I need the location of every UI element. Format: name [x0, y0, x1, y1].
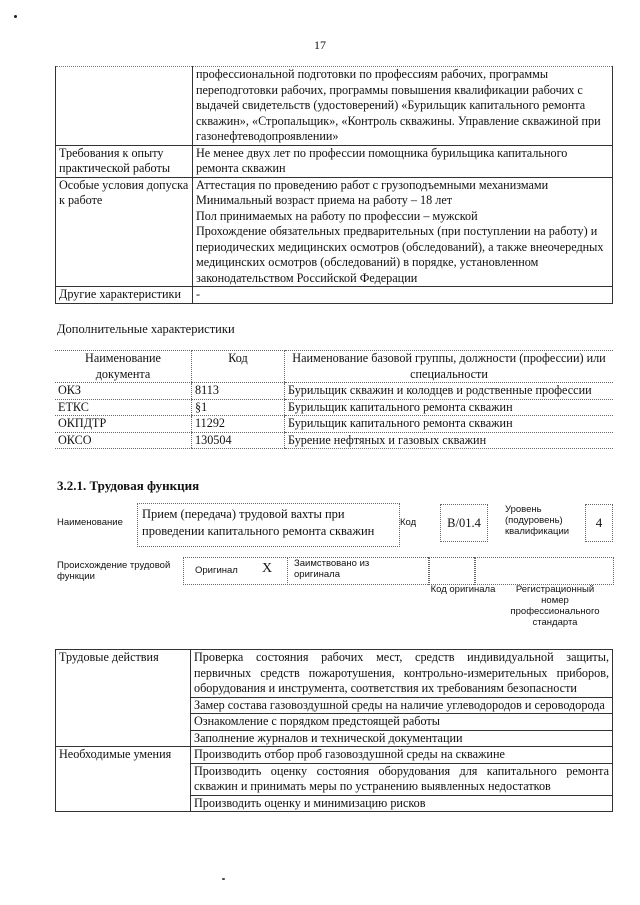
- condition-line: Прохождение обязательных предварительных (при поступлении на работу) и периодических медицинских осмотров (обследований), а также внеочередных медицинских осмотров (обследований) в порядке, установленном законодательством Российской Федерации: [196, 224, 604, 285]
- table-row: [56, 650, 613, 698]
- origin-label: Происхождение трудовой функции: [57, 560, 171, 582]
- registration-number-label: Регистрационный номер профессионального стандарта: [510, 584, 600, 628]
- action-item: Проверка состояния рабочих мест, средств индивидуальной защиты, первичных средств пожаротушения, контрольно-измерительных приборов, оборудования и инструмента, соответствия их требованиям безопасности: [191, 650, 613, 698]
- condition-line: Минимальный возраст приема на работу – 18 лет: [196, 193, 453, 207]
- column-header: Наименование базовой группы, должности (профессии) или специальности: [285, 351, 614, 383]
- column-header: Код: [192, 351, 285, 383]
- table-cell-label: [56, 67, 193, 146]
- action-item: Замер состава газовоздушной среды на наличие углеводородов и сероводорода: [191, 697, 613, 714]
- table-row: [55, 432, 613, 449]
- qualification-table: [55, 66, 613, 304]
- table-cell: ОКСО: [55, 432, 192, 449]
- margin-mark: [14, 15, 17, 18]
- table-cell-value: Не менее двух лет по профессии помощника бурильщика капитального ремонта скважин: [193, 145, 613, 177]
- original-label: Оригинал: [195, 565, 238, 576]
- table-cell: Бурение нефтяных и газовых скважин: [285, 432, 614, 449]
- table-cell: §1: [192, 399, 285, 416]
- table-row: [56, 67, 613, 146]
- table-cell-value: [193, 177, 613, 287]
- level-value: 4: [585, 504, 613, 542]
- column-header: Наименование документа: [55, 351, 192, 383]
- table-cell-label: Другие характеристики: [56, 287, 193, 304]
- codes-table: [55, 350, 613, 449]
- registration-number-box: [474, 557, 614, 585]
- function-name-label: Наименование: [57, 517, 123, 528]
- table-row: [55, 416, 613, 433]
- group-label: Трудовые действия: [56, 650, 191, 747]
- skill-item: Производить оценку и минимизацию рисков: [191, 795, 613, 812]
- action-item: Заполнение журналов и технической документации: [191, 730, 613, 747]
- stray-mark: [222, 878, 225, 880]
- action-item: Ознакомление с порядком предстоящей работы: [191, 714, 613, 731]
- divider: [287, 557, 289, 583]
- table-row: [55, 383, 613, 400]
- table-cell-label: Особые условия допуска к работе: [56, 177, 193, 287]
- additional-characteristics-title: Дополнительные характеристики: [57, 322, 235, 336]
- table-cell: ОКЗ: [55, 383, 192, 400]
- table-cell-value: -: [193, 287, 613, 304]
- table-cell: 130504: [192, 432, 285, 449]
- skill-item: Производить оценку состояния оборудования для капитального ремонта скважин и принимать меры по устранению выявленных недостатков: [191, 763, 613, 795]
- table-cell-value: профессиональной подготовки по профессиям рабочих, программы переподготовки рабочих, программы повышения квалификации рабочих с выдачей свидетельств (удостоверений) «Бурильщик капитального ремонта скважин», «Стропальщик», «Контроль скважины. Управление скважиной при газонефтеводопроявлении»: [193, 67, 613, 146]
- condition-line: Аттестация по проведению работ с грузоподъемными механизмами: [196, 177, 549, 192]
- table-header-row: [55, 351, 613, 383]
- skill-item: Производить отбор проб газовоздушной среды на скважине: [191, 747, 613, 764]
- table-row: [56, 287, 613, 304]
- table-cell: 8113: [192, 383, 285, 400]
- group-label: Необходимые умения: [56, 747, 191, 812]
- table-cell: Бурильщик капитального ремонта скважин: [285, 399, 614, 416]
- table-row: [56, 747, 613, 764]
- original-mark: Х: [262, 561, 273, 576]
- table-row: [56, 145, 613, 177]
- code-value: В/01.4: [440, 504, 488, 542]
- table-row: [56, 177, 613, 287]
- table-row: [55, 399, 613, 416]
- table-cell-label: Требования к опыту практической работы: [56, 145, 193, 177]
- page-number: 17: [314, 38, 326, 52]
- table-cell: Бурильщик скважин и колодцев и родственные профессии: [285, 383, 614, 400]
- function-name-value: Прием (передача) трудовой вахты при проведении капитального ремонта скважин: [137, 503, 400, 547]
- work-actions-table: [55, 649, 613, 812]
- table-cell: Бурильщик капитального ремонта скважин: [285, 416, 614, 433]
- level-label: Уровень (подуровень) квалификации: [505, 504, 570, 537]
- table-cell: ОКПДТР: [55, 416, 192, 433]
- original-code-box: [428, 557, 476, 585]
- table-cell: 11292: [192, 416, 285, 433]
- table-cell: ЕТКС: [55, 399, 192, 416]
- original-code-label: Код оригинала: [430, 584, 496, 595]
- section-title: 3.2.1. Трудовая функция: [57, 478, 200, 493]
- code-label: Код: [400, 517, 417, 528]
- borrowed-label: Заимствовано из оригинала: [294, 558, 370, 580]
- condition-line: Пол принимаемых на работу по профессии – мужской: [196, 208, 478, 223]
